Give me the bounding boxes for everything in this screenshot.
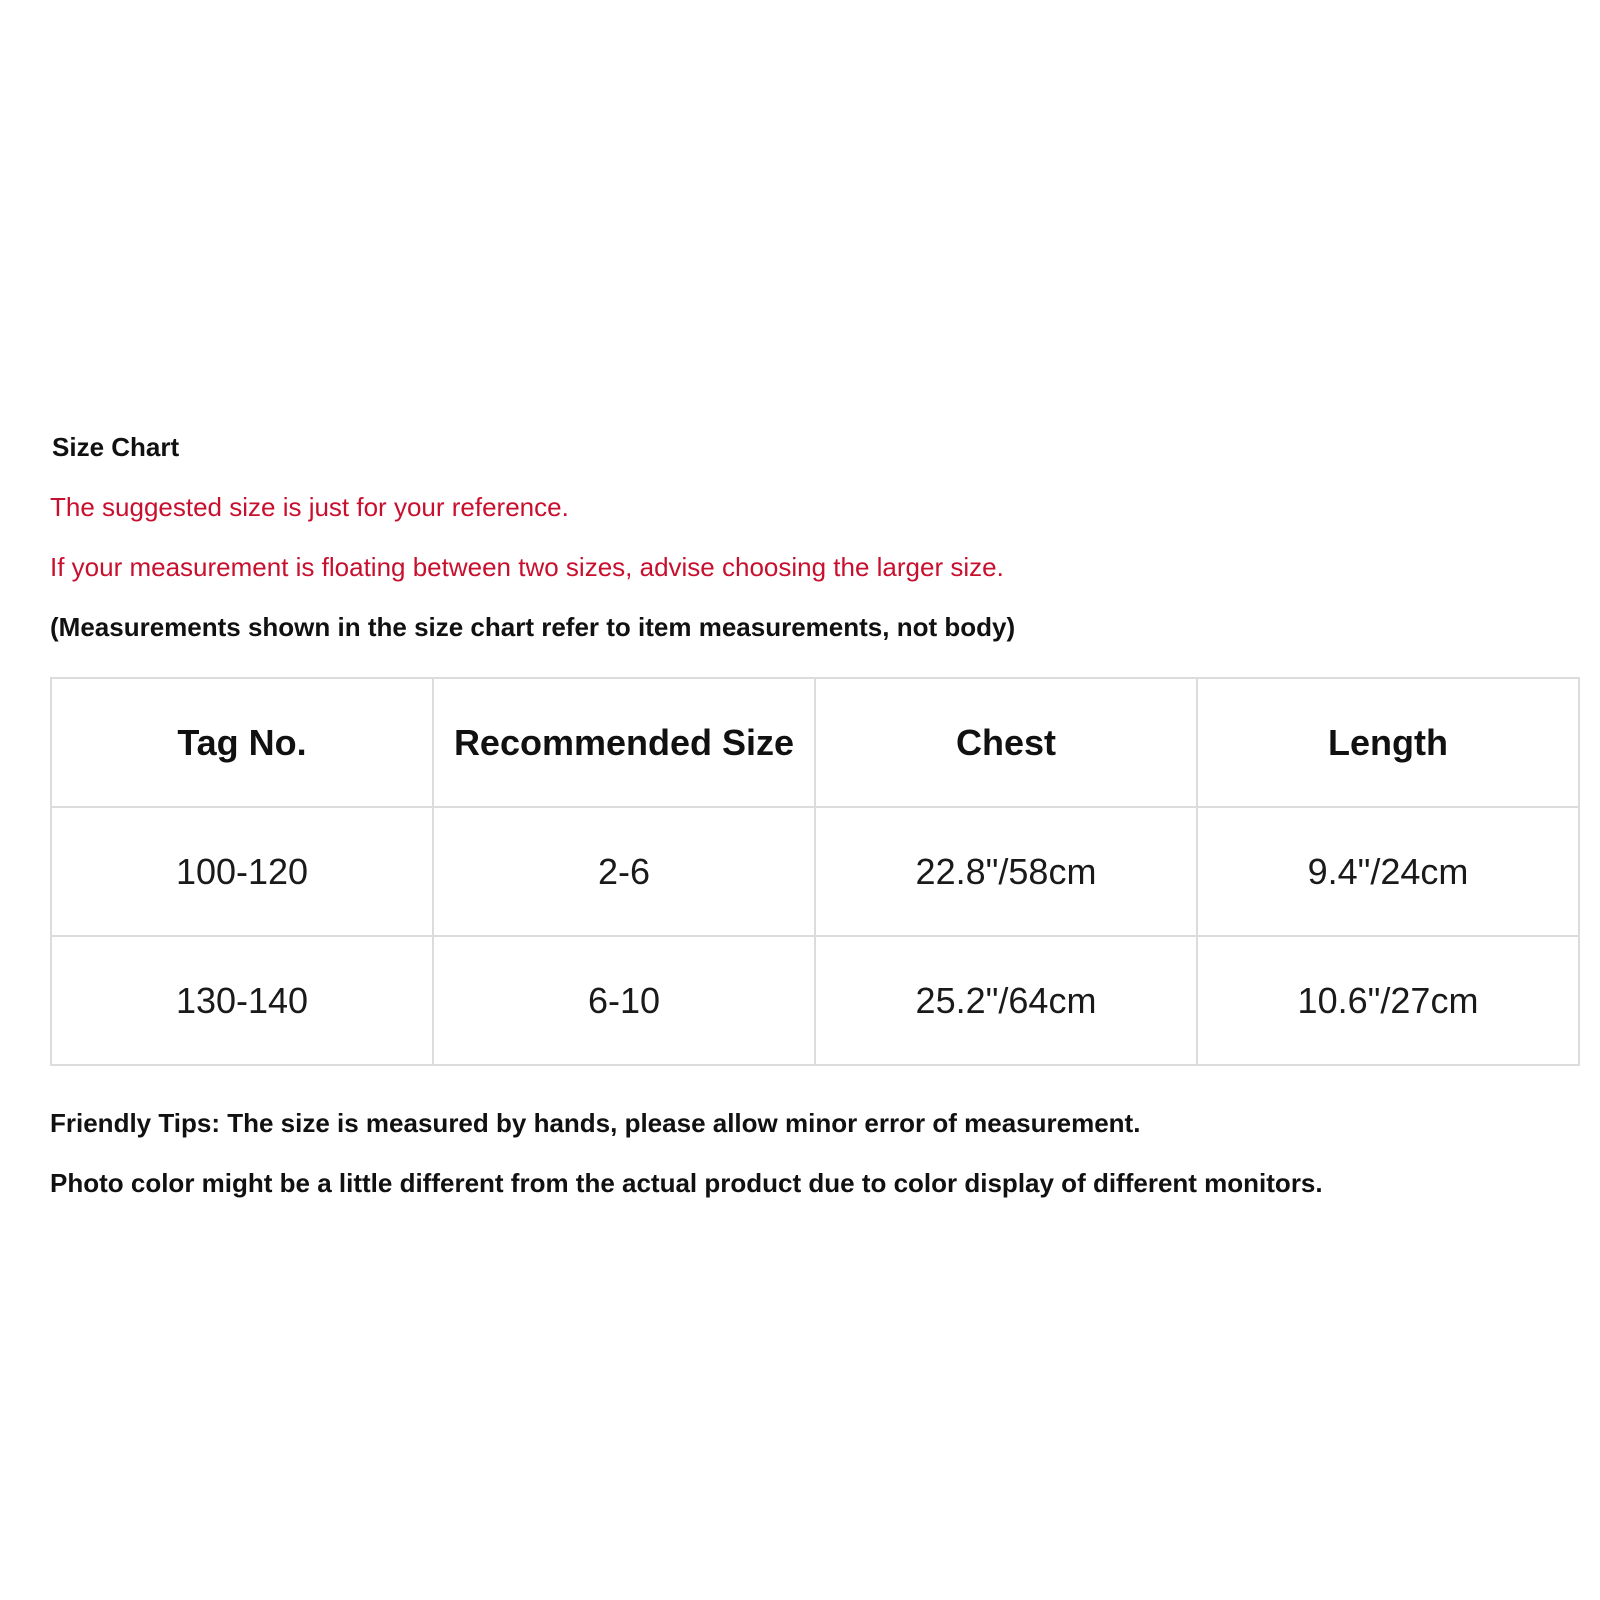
cell-tag-no: 100-120 (51, 807, 433, 936)
cell-length: 9.4"/24cm (1197, 807, 1579, 936)
friendly-tip: Friendly Tips: The size is measured by hands, please allow minor error of measurement. (50, 1108, 1141, 1138)
table-row (51, 807, 1579, 936)
measurement-note: (Measurements shown in the size chart refer to item measurements, not body) (50, 612, 1016, 642)
cell-chest: 25.2"/64cm (815, 936, 1197, 1065)
header-tag-no: Tag No. (51, 678, 433, 807)
header-length: Length (1197, 678, 1579, 807)
cell-chest: 22.8"/58cm (815, 807, 1197, 936)
table-row (51, 936, 1579, 1065)
cell-tag-no: 130-140 (51, 936, 433, 1065)
table-header-row (51, 678, 1579, 807)
cell-length: 10.6"/27cm (1197, 936, 1579, 1065)
larger-size-advice: If your measurement is floating between two sizes, advise choosing the larger size. (50, 552, 1004, 582)
reference-note: The suggested size is just for your reference. (50, 492, 569, 522)
size-chart-title: Size Chart (52, 432, 180, 462)
cell-recommended-size: 2-6 (433, 807, 815, 936)
header-chest: Chest (815, 678, 1197, 807)
color-disclaimer: Photo color might be a little different from the actual product due to color display of different monitors. (50, 1168, 1323, 1198)
size-table (50, 677, 1580, 1066)
header-recommended-size: Recommended Size (433, 678, 815, 807)
cell-recommended-size: 6-10 (433, 936, 815, 1065)
